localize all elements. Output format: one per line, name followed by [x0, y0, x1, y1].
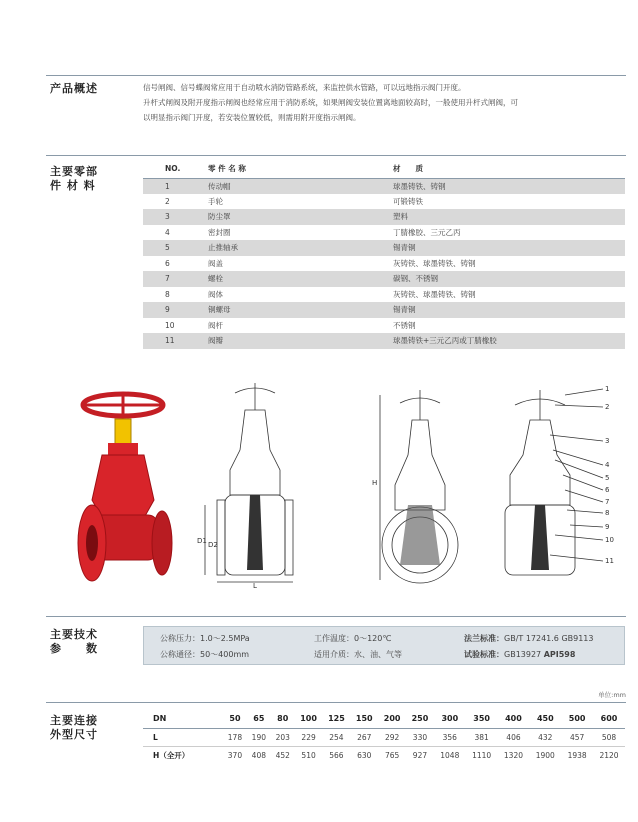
- callout-line: [555, 535, 603, 540]
- parts-title-line-1: 主要零部: [50, 165, 98, 178]
- flange-label: 法兰标准：: [464, 634, 504, 643]
- part-no: 1: [143, 178, 208, 194]
- dims-title-line-1: 主要连接: [50, 714, 98, 727]
- dn-cell: 150: [350, 710, 378, 728]
- table-row: [143, 194, 625, 210]
- test-value: GB13927: [504, 650, 544, 659]
- h-cell: 408: [251, 750, 266, 760]
- callout-10: 10: [605, 536, 614, 544]
- l-label: L: [143, 728, 223, 746]
- dims-row-l: [143, 728, 625, 746]
- h-cell: 1900: [535, 750, 555, 760]
- part-no: 11: [143, 333, 208, 349]
- table-row: [143, 178, 625, 194]
- valve-section-drawing: [495, 375, 625, 590]
- test-label: 试验标准：: [464, 650, 504, 659]
- gate-section: [400, 505, 440, 565]
- callout-line: [550, 555, 603, 561]
- parts-title-line-2: 件 材 料: [50, 179, 96, 192]
- parts-header-material: 材 质: [393, 160, 625, 178]
- dn-cell: 100: [295, 710, 323, 728]
- callout-line: [555, 405, 603, 407]
- l-cell: 356: [434, 728, 466, 746]
- part-material: 塑料: [393, 209, 625, 225]
- h-cell: 452: [275, 750, 290, 760]
- part-name: 铜螺母: [208, 302, 393, 318]
- l-cell: 203: [271, 728, 295, 746]
- table-row: [143, 240, 625, 256]
- callout-line: [565, 389, 603, 395]
- h-cell: 1048: [440, 750, 460, 760]
- l-cell: 267: [350, 728, 378, 746]
- part-no: 2: [165, 196, 170, 206]
- callout-line: [550, 435, 603, 441]
- part-name: 密封圈: [208, 227, 231, 237]
- dims-rule: [46, 702, 626, 703]
- l-cell: 330: [406, 728, 434, 746]
- pressure-text: 公称压力：1.0～2.5MPa: [160, 634, 250, 643]
- part-material: 丁腈橡胶、三元乙丙: [393, 227, 461, 237]
- gate-section: [247, 495, 263, 570]
- overview-rule: [46, 75, 626, 76]
- dn-cell: 65: [247, 710, 271, 728]
- dn-cell: 200: [378, 710, 406, 728]
- callout-4: 4: [605, 461, 610, 469]
- part-name: 阀瓣: [208, 333, 393, 349]
- flange-bore: [86, 525, 98, 561]
- dims-table: [143, 710, 625, 764]
- l-cell: 292: [378, 728, 406, 746]
- parts-header-no: NO.: [143, 160, 208, 178]
- test-value-bold: API598: [543, 650, 576, 659]
- callout-11: 11: [605, 557, 614, 565]
- medium-text: 适用介质：水、油、气等: [314, 650, 402, 659]
- bonnet-neck: [108, 443, 138, 455]
- l-cell: 229: [295, 728, 323, 746]
- temperature-text: 工作温度：0～120℃: [314, 634, 392, 643]
- l-cell: 381: [466, 728, 498, 746]
- part-name: 手轮: [208, 196, 223, 206]
- overview-line-2: 升杆式闸阀及附开度指示闸阀也经常应用于消防系统，如果闸阀安装位置离地面较高时，一般使用升杆式闸阀，可: [143, 98, 518, 107]
- l-cell: 178: [223, 728, 247, 746]
- table-row: [143, 271, 625, 287]
- part-material: 灰铸铁、球墨铸铁、铸钢: [393, 258, 476, 268]
- dn-cell: 50: [223, 710, 247, 728]
- h-cell: 1110: [472, 750, 492, 760]
- overview-text: [143, 80, 623, 125]
- dn-label: DN: [143, 710, 223, 728]
- part-name: 止推轴承: [208, 240, 393, 256]
- parts-rule: [46, 155, 626, 156]
- indicator-box: [115, 419, 131, 444]
- h-cell: 2120: [599, 750, 619, 760]
- table-row: [143, 209, 625, 225]
- dn-cell: 600: [593, 710, 625, 728]
- callout-2: 2: [605, 403, 610, 411]
- flange-value: GB/T 17241.6 GB9113: [504, 634, 594, 643]
- part-material: 球墨铸铁、铸钢: [393, 178, 625, 194]
- table-row: [143, 302, 625, 318]
- valve-side-drawing: [370, 375, 475, 590]
- parts-title: [50, 165, 98, 193]
- h-cell: 1938: [567, 750, 587, 760]
- l-cell: 457: [561, 728, 593, 746]
- table-row: [143, 318, 625, 334]
- callout-line: [567, 510, 603, 513]
- parts-header-name: 零 件 名 称: [208, 160, 393, 178]
- h-cell: 630: [357, 750, 372, 760]
- h-cell: 765: [384, 750, 400, 760]
- label-d1: D1: [197, 537, 207, 545]
- test-standard: [464, 649, 575, 660]
- parts-header-row: [143, 160, 625, 178]
- dn-cell: 400: [498, 710, 530, 728]
- part-no: 8: [165, 289, 170, 299]
- label-h: H: [372, 479, 378, 487]
- bonnet-outline: [395, 420, 445, 510]
- part-name: 防尘罩: [208, 209, 393, 225]
- part-material: 锡青铜: [393, 240, 625, 256]
- l-cell: 508: [593, 728, 625, 746]
- flange-right: [152, 511, 172, 575]
- part-material: 不锈钢: [393, 320, 416, 330]
- callout-line: [563, 475, 603, 490]
- callout-3: 3: [605, 437, 610, 445]
- dn-cell: 350: [466, 710, 498, 728]
- h-cell: 510: [301, 750, 316, 760]
- dn-cell: 250: [406, 710, 434, 728]
- h-cell: 927: [412, 750, 428, 760]
- part-no: 5: [143, 240, 208, 256]
- part-name: 传动帽: [208, 178, 393, 194]
- callout-7: 7: [605, 498, 610, 506]
- tech-box: [143, 626, 625, 665]
- l-cell: 190: [247, 728, 271, 746]
- table-row: [143, 256, 625, 272]
- dn-cell: 500: [561, 710, 593, 728]
- part-no: 9: [143, 302, 208, 318]
- table-row: [143, 287, 625, 303]
- h-cell: 1320: [503, 750, 523, 760]
- flange-outline: [217, 500, 225, 575]
- parts-table: [143, 160, 625, 349]
- flange-outline: [285, 500, 293, 575]
- table-row: [143, 225, 625, 241]
- tech-title-line-2: 参 数: [50, 642, 98, 655]
- part-no: 10: [165, 320, 175, 330]
- l-cell: 432: [529, 728, 561, 746]
- part-material: 碳钢、不锈钢: [393, 271, 625, 287]
- callout-5: 5: [605, 474, 610, 482]
- table-row: [143, 333, 625, 349]
- flange-standard: [464, 633, 593, 644]
- part-name: 螺栓: [208, 271, 393, 287]
- callout-line: [553, 450, 603, 465]
- part-material: 可锻铸铁: [393, 196, 423, 206]
- callout-8: 8: [605, 509, 610, 517]
- dn-cell: 125: [323, 710, 351, 728]
- dims-title: [50, 714, 98, 742]
- callout-9: 9: [605, 523, 610, 531]
- unit-label: 单位:mm: [598, 691, 626, 699]
- callout-1: 1: [605, 385, 610, 393]
- h-label: H（全开）: [153, 750, 190, 760]
- h-cell: 370: [227, 750, 243, 760]
- tech-rule: [46, 616, 626, 617]
- l-cell: 406: [498, 728, 530, 746]
- part-no: 7: [143, 271, 208, 287]
- label-d2: D2: [208, 541, 218, 549]
- part-no: 4: [165, 227, 170, 237]
- overview-line-3: 以明显指示阀门开度，若安装位置较低，则需用附开度指示闸阀。: [143, 113, 361, 122]
- part-material: 锡青铜: [393, 302, 625, 318]
- dn-cell: 300: [434, 710, 466, 728]
- dn-cell: 450: [529, 710, 561, 728]
- dims-row-dn: [143, 710, 625, 728]
- tech-title: [50, 628, 98, 656]
- part-name: 阀杆: [208, 320, 223, 330]
- dims-title-line-2: 外型尺寸: [50, 728, 98, 741]
- callout-line: [565, 490, 603, 502]
- callout-6: 6: [605, 486, 610, 494]
- part-name: 阀盖: [208, 258, 223, 268]
- part-no: 6: [165, 258, 170, 268]
- overview-title: 产品概述: [50, 82, 98, 95]
- valve-photo: [70, 375, 180, 590]
- h-cell: 566: [329, 750, 344, 760]
- diameter-text: 公称通径：50～400mm: [160, 650, 250, 659]
- gate-section: [531, 505, 549, 570]
- l-cell: 254: [323, 728, 351, 746]
- part-material: 球墨铸铁+三元乙丙或丁腈橡胶: [393, 333, 625, 349]
- valve-front-drawing: [195, 375, 330, 590]
- part-material: 灰铸铁、球墨铸铁、铸钢: [393, 289, 476, 299]
- overview-line-1: 信号闸阀、信号蝶阀常应用于自动喷水消防管路系统，来监控供水管路，可以远地指示阀门开度。: [143, 83, 466, 92]
- dn-cell: 80: [271, 710, 295, 728]
- part-name: 阀体: [208, 289, 223, 299]
- tech-title-line-1: 主要技术: [50, 628, 98, 641]
- label-l: L: [253, 582, 257, 590]
- dims-row-h: [143, 746, 625, 764]
- part-no: 3: [143, 209, 208, 225]
- bonnet-outline: [230, 410, 280, 495]
